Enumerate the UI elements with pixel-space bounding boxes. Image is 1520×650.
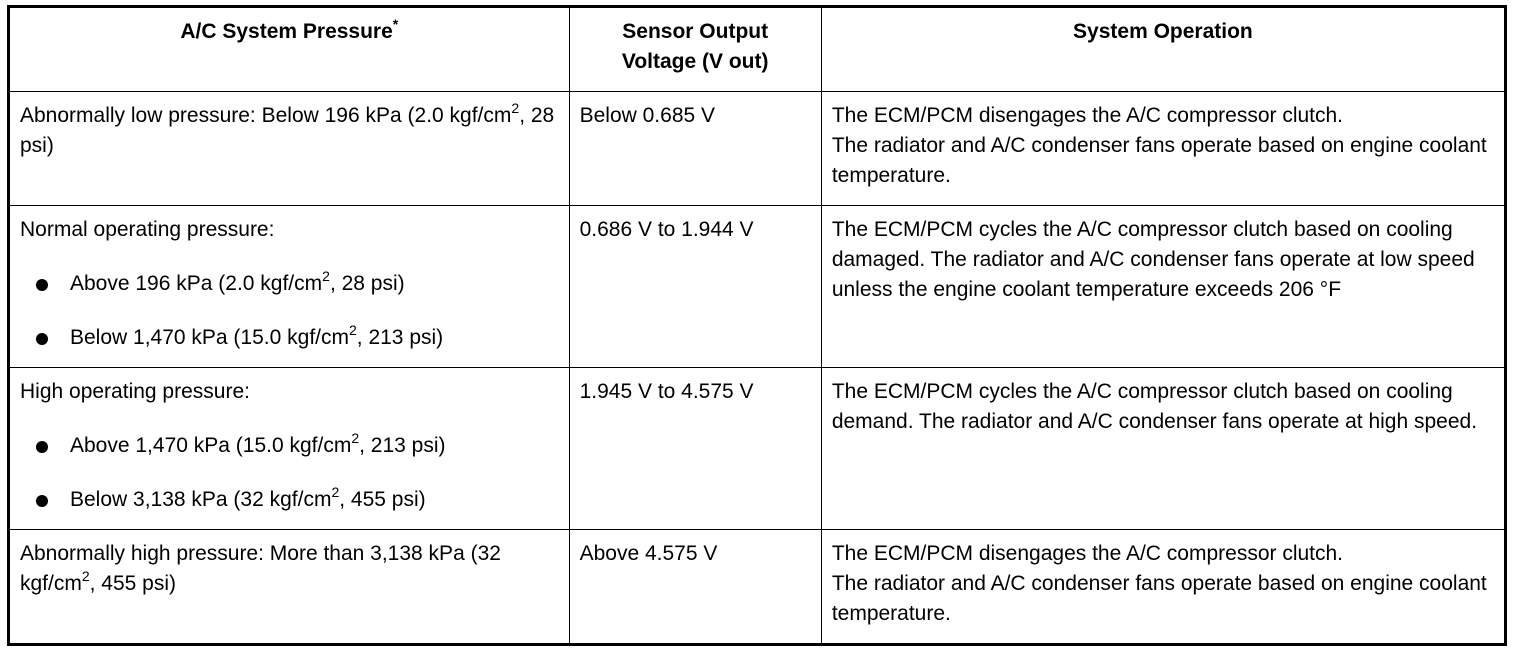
operation-cell: The ECM/PCM cycles the A/C compressor clutch based on cooling demand. The radiator and A/C condenser fans operate at high speed.	[821, 368, 1505, 530]
voltage-cell: Below 0.685 V	[569, 92, 821, 206]
list-item: Above 1,470 kPa (15.0 kgf/$cm^2$, 213 psi)	[20, 431, 559, 461]
footnote-marker: *	[392, 16, 399, 32]
bullet-icon	[36, 333, 48, 345]
pressure-cell: Abnormally high pressure: More than 3,138 kPa (32 kgf/$cm^2$, 455 psi)	[9, 530, 570, 645]
bullet-icon	[36, 441, 48, 453]
pressure-cell: Abnormally low pressure: Below 196 kPa (2.0 kgf/$cm^2$, 28 psi)	[9, 92, 570, 206]
list-item: Above 196 kPa (2.0 kgf/$cm^2$, 28 psi)	[20, 269, 559, 299]
bullet-icon	[36, 495, 48, 507]
operation-cell: The ECM/PCM disengages the A/C compressor clutch. The radiator and A/C condenser fans operate based on engine coolant temperature.	[821, 92, 1505, 206]
header-system-operation: System Operation	[821, 7, 1505, 92]
pressure-bullet-list	[20, 431, 559, 515]
list-item: Below 3,138 kPa (32 kgf/$cm^2$, 455 psi)	[20, 485, 559, 515]
pressure-cell	[9, 206, 570, 368]
pressure-label: Normal operating pressure:	[20, 218, 275, 241]
voltage-cell: 1.945 V to 4.575 V	[569, 368, 821, 530]
voltage-cell: Above 4.575 V	[569, 530, 821, 645]
table-row	[9, 368, 1506, 530]
header-sensor-output-voltage: Sensor Output Voltage (V out)	[569, 7, 821, 92]
voltage-cell: 0.686 V to 1.944 V	[569, 206, 821, 368]
operation-cell: The ECM/PCM disengages the A/C compressor clutch. The radiator and A/C condenser fans operate based on engine coolant temperature.	[821, 530, 1505, 645]
table-row	[9, 206, 1506, 368]
header-ac-system-pressure: A/C System Pressure*	[9, 7, 570, 92]
bullet-icon	[36, 279, 48, 291]
list-item: Below 1,470 kPa (15.0 kgf/$cm^2$, 213 psi)	[20, 323, 559, 353]
operation-cell: The ECM/PCM cycles the A/C compressor clutch based on cooling damaged. The radiator and A/C condenser fans operate at low speed unless the engine coolant temperature exceeds 206 °F	[821, 206, 1505, 368]
pressure-cell	[9, 368, 570, 530]
header-row	[9, 7, 1506, 92]
table-row	[9, 92, 1506, 206]
table-row	[9, 530, 1506, 645]
pressure-bullet-list	[20, 269, 559, 353]
pressure-sensor-table	[7, 5, 1507, 646]
pressure-label: High operating pressure:	[20, 380, 250, 403]
